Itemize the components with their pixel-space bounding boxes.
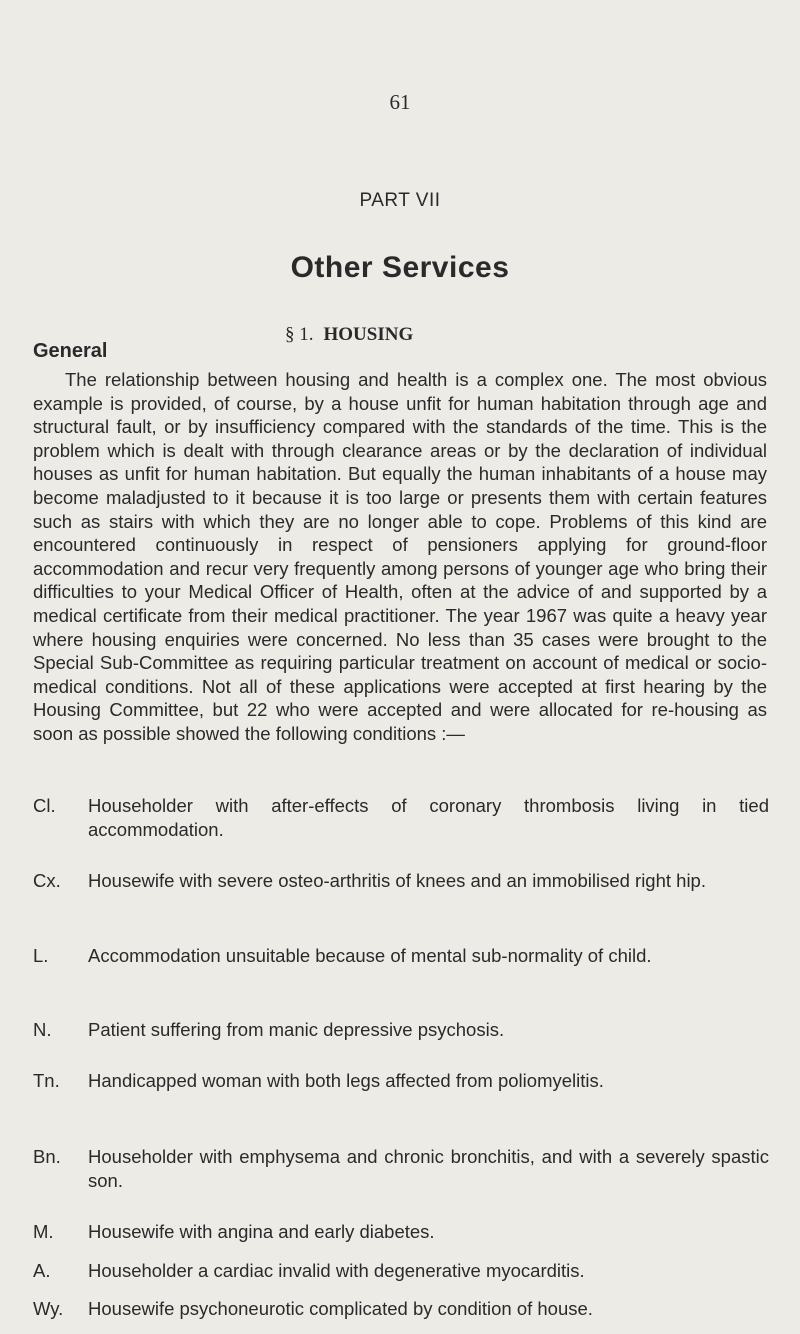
case-description: Housewife with severe osteo-arthritis of knees and an immobilised right hip. <box>88 870 706 891</box>
case-description: Housewife with angina and early diabetes. <box>88 1221 435 1242</box>
case-code: Cx. <box>33 870 61 891</box>
case-item <box>33 1220 769 1244</box>
section-heading <box>285 324 413 346</box>
case-code: Cl. <box>33 795 56 816</box>
case-code: L. <box>33 945 49 966</box>
case-description: Householder a cardiac invalid with degenerative myocarditis. <box>88 1260 585 1281</box>
case-description: Patient suffering from manic depressive psychosis. <box>88 1019 505 1040</box>
main-title: Other Services <box>290 251 510 284</box>
case-item <box>33 1259 769 1283</box>
case-code: Bn. <box>33 1146 61 1167</box>
section-symbol: § 1. <box>285 324 314 345</box>
case-item <box>33 1069 769 1093</box>
case-item <box>33 1145 769 1192</box>
case-item <box>33 1297 769 1321</box>
subheading-general: General <box>33 340 108 362</box>
section-title: HOUSING <box>323 324 414 345</box>
case-code: N. <box>33 1019 52 1040</box>
case-description: Accommodation unsuitable because of mental sub-normality of child. <box>88 945 652 966</box>
case-description: Householder with emphysema and chronic bronchitis, and with a severely spastic son. <box>88 1146 769 1191</box>
case-item <box>33 794 769 841</box>
case-item <box>33 1018 769 1042</box>
case-code: A. <box>33 1260 51 1281</box>
case-code: M. <box>33 1221 54 1242</box>
case-description: Housewife psychoneurotic complicated by condition of house. <box>88 1298 593 1319</box>
case-code: Wy. <box>33 1298 64 1319</box>
case-item <box>33 869 769 893</box>
part-title: PART VII <box>359 190 441 211</box>
body-paragraph: The relationship between housing and health is a complex one. The most obvious example is provided, of course, by a house unfit for human habitation through age and structural fault, or by insufficiency compared with the standards of the time. This is the problem which is dealt with through clearance areas or by the declaration of individual houses as unfit for human habitation. But equally the human inhabitants of a house may become maladjusted to it because it is too large or presents them with certain features such as stairs with which they are no longer able to cope. Problems of this kind are encountered continuously in respect of pensioners applying for ground-floor accommodation and recur very frequently among persons of younger age who bring their difficulties to your Medical Officer of Health, often at the advice of and supported by a medical certificate from their medical practitioner. The year 1967 was quite a heavy year where housing enquiries were concerned. No less than 35 cases were brought to the Special Sub-Committee as requiring particular treatment on account of medical or socio-medical conditions. Not all of these applications were accepted at first hearing by the Housing Committee, but 22 who were accepted and were allocated for re-housing as soon as possible showed the following conditions :— <box>33 369 767 744</box>
page-number: 61 <box>389 90 411 114</box>
case-description: Householder with after-effects of coronary thrombosis living in tied accommodation. <box>88 795 769 840</box>
case-description: Handicapped woman with both legs affected from poliomyelitis. <box>88 1070 604 1091</box>
case-code: Tn. <box>33 1070 60 1091</box>
case-item <box>33 944 769 968</box>
